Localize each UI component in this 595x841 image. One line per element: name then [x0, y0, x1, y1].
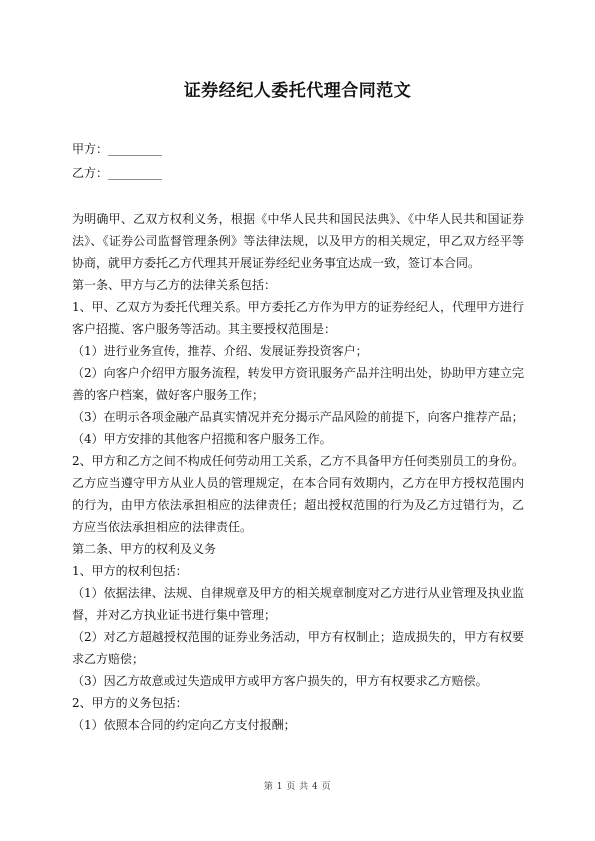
list-item: （1）依据法律、法规、自律规章及甲方的相关规章制度对乙方进行从业管理及执业监督，并对乙方执业证书进行集中管理； — [72, 586, 524, 622]
list-item: （3）因乙方故意或过失造成甲方或甲方客户损失的，甲方有权要求乙方赔偿。 — [72, 674, 488, 688]
paragraph: 1、甲、乙双方为委托代理关系。甲方委托乙方作为甲方的证券经纪人，代理甲方进行客户招揽、客户服务等活动。其主要授权范围是： — [72, 300, 524, 336]
article-1-heading: 第一条、甲方与乙方的法律关系包括： — [72, 278, 277, 292]
paragraph: 2、甲方和乙方之间不构成任何劳动用工关系，乙方不具备甲方任何类别员工的身份。乙方应当遵守甲方从业人员的管理规定，在本合同有效期内，乙方在甲方授权范围内的行为，由甲方依法承担相应的法律责任；超出授权范围的行为及乙方过错行为，乙方应当依法承担相应的法律责任。 — [72, 454, 524, 534]
list-item: （4）甲方安排的其他客户招揽和客户服务工作。 — [72, 432, 332, 446]
document-body — [72, 208, 524, 736]
party-a-line — [72, 142, 162, 156]
party-b-label: 乙方： — [72, 166, 109, 180]
party-a-blank: _________ — [108, 142, 163, 156]
party-b-line — [72, 166, 162, 180]
party-a-label: 甲方： — [72, 142, 109, 156]
document-title: 证券经纪人委托代理合同范文 — [183, 81, 412, 101]
article-2-heading: 第二条、甲方的权利及义务 — [72, 542, 217, 556]
list-item: （2）向客户介绍甲方服务流程，转发甲方资讯服务产品并注明出处，协助甲方建立完善的客户档案，做好客户服务工作； — [72, 366, 524, 402]
list-item: （3）在明示各项金融产品真实情况并充分揭示产品风险的前提下，向客户推荐产品； — [72, 410, 524, 424]
section-heading: 2、甲方的义务包括： — [72, 696, 188, 710]
section-heading: 1、甲方的权利包括： — [72, 564, 188, 578]
page-number-footer: 第 1 页 共 4 页 — [263, 782, 332, 792]
list-item: （1）进行业务宣传，推荐、介绍、发展证券投资客户； — [72, 344, 368, 358]
list-item: （1）依照本合同的约定向乙方支付报酬； — [72, 718, 296, 732]
list-item: （2）对乙方超越授权范围的证券业务活动，甲方有权制止；造成损失的，甲方有权要求乙方赔偿； — [72, 630, 524, 666]
paragraph-preamble: 为明确甲、乙双方权利义务，根据《中华人民共和国民法典》、《中华人民共和国证券法》、《证券公司监督管理条例》等法律法规，以及甲方的相关规定，甲乙双方经平等协商，就甲方委托乙方代理其开展证券经纪业务事宜达成一致，签订本合同。 — [72, 212, 524, 270]
party-b-blank: _________ — [108, 166, 163, 180]
